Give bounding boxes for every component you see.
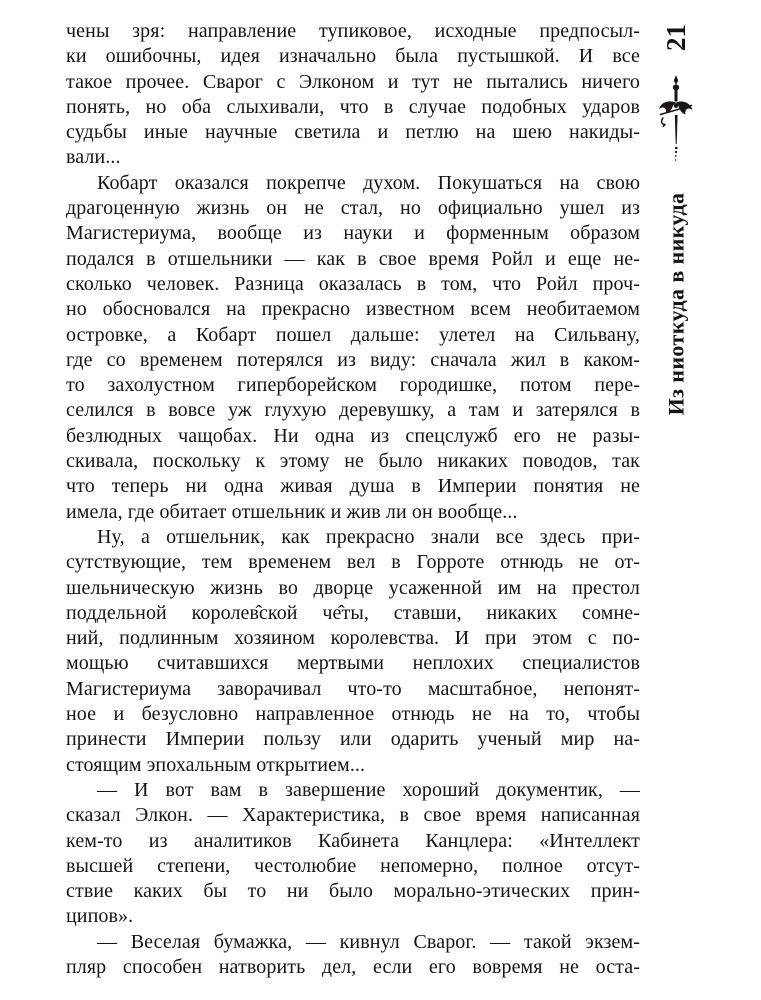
text-line: ное и безусловно направленное отнюдь не на то, чтобы [66, 703, 640, 726]
text-line: сказал Элкон. — Характеристика, в свое время написанная [66, 804, 640, 827]
text-line: Кобарт оказался покрепче духом. Покушаться на свою [97, 171, 640, 194]
text-line: — И вот вам в завершение хороший документик, — [97, 778, 640, 801]
text-line: вали... [66, 146, 121, 169]
text-line: ствие каких бы то ни было морально-этических прин- [66, 880, 640, 903]
text-line: поддельной королев̂ской че̂ты, ставши, никаких сомне- [66, 601, 640, 624]
text-column [66, 19, 640, 980]
text-line: безлюдных чащобах. Ни одна из спецслужб его не разы- [66, 424, 640, 447]
margin-book-title-label: Из ниоткуда в никуда [663, 192, 688, 416]
text-line: судьбы иные научные светила и петлю на шею накиды- [66, 121, 640, 144]
text-line: высшей степени, честолюбие непомерно, полное отсут- [66, 854, 640, 877]
paragraph [66, 171, 640, 525]
text-line: сутствующие, тем временем вел в Горроте отнюдь не от- [66, 551, 640, 574]
text-line: мощью считавшихся мертвыми неплохих специалистов [66, 652, 640, 675]
text-line: кем-то из аналитиков Кабинета Канцлера: «Интеллект [66, 829, 640, 852]
text-line: драгоценную жизнь он не стал, но официально ушел из [66, 197, 640, 220]
margin-book-title [654, 183, 698, 425]
page-number [654, 16, 698, 58]
text-line: но обосновался на прекрасно известном всем необитаемом [66, 298, 640, 321]
text-line: селился в вовсе уж глухую деревушку, а там и затерялся в [66, 399, 640, 422]
page-number-label: 21 [660, 23, 691, 51]
text-line: — Веселая бумажка, — кивнул Сварог. — такой экзем- [97, 930, 640, 953]
text-line: такое прочее. Сварог с Элконом и тут не пытались ничего [66, 70, 640, 93]
text-line: шельническую жизнь во дворце усаженной им на престол [66, 576, 640, 599]
text-line: скивала, поскольку к этому не было никаких поводов, так [66, 450, 640, 473]
text-line: чены зря: направление тупиковое, исходные предпосыл- [66, 20, 640, 42]
text-line: ципов». [66, 905, 134, 928]
text-line: где со временем потерялся из виду: сначала жил в каком- [66, 348, 640, 371]
text-line: то захолустном гиперборейском городишке, потом пере- [66, 374, 640, 397]
text-line: стоящим эпохальным открытием... [66, 753, 366, 776]
text-line: что теперь ни одна живая душа в Империи понятия не [66, 475, 640, 498]
text-line: ки ошибочны, идея изначально была пустышкой. И все [66, 45, 640, 68]
text-line: имела, где обитает отшельник и жив ли он вообще... [66, 500, 518, 523]
text-line: Магистериума, вообще из науки и форменным образом [66, 222, 640, 245]
text-line: сколько человек. Разница оказалась в том, что Ройл проч- [66, 272, 640, 295]
dagger-ornament-icon [656, 74, 696, 164]
text-line: понять, но оба слыхивали, что в случае подобных ударов [66, 95, 640, 118]
text-line: островке, а Кобарт пошел дальше: улетел на Сильвану, [66, 323, 640, 346]
text-line: ний, подлинным хозяином королевства. И при этом с по- [66, 627, 640, 650]
text-line: Ну, а отшельник, как прекрасно знали все здесь при- [97, 525, 640, 548]
text-line: Магистериума заворачивал что-то масштабное, непонят- [66, 677, 640, 700]
paragraph [66, 19, 640, 171]
text-line: принести Империи пользу или одарить ученый мир на- [66, 728, 640, 751]
paragraph [66, 778, 640, 930]
paragraph [66, 525, 640, 778]
paragraph [66, 930, 640, 981]
text-line: подался в отшельники — как в свое время Ройл и еще не- [66, 247, 640, 270]
text-line: пляр способен натворить дел, если его вовремя не оста- [66, 955, 640, 978]
